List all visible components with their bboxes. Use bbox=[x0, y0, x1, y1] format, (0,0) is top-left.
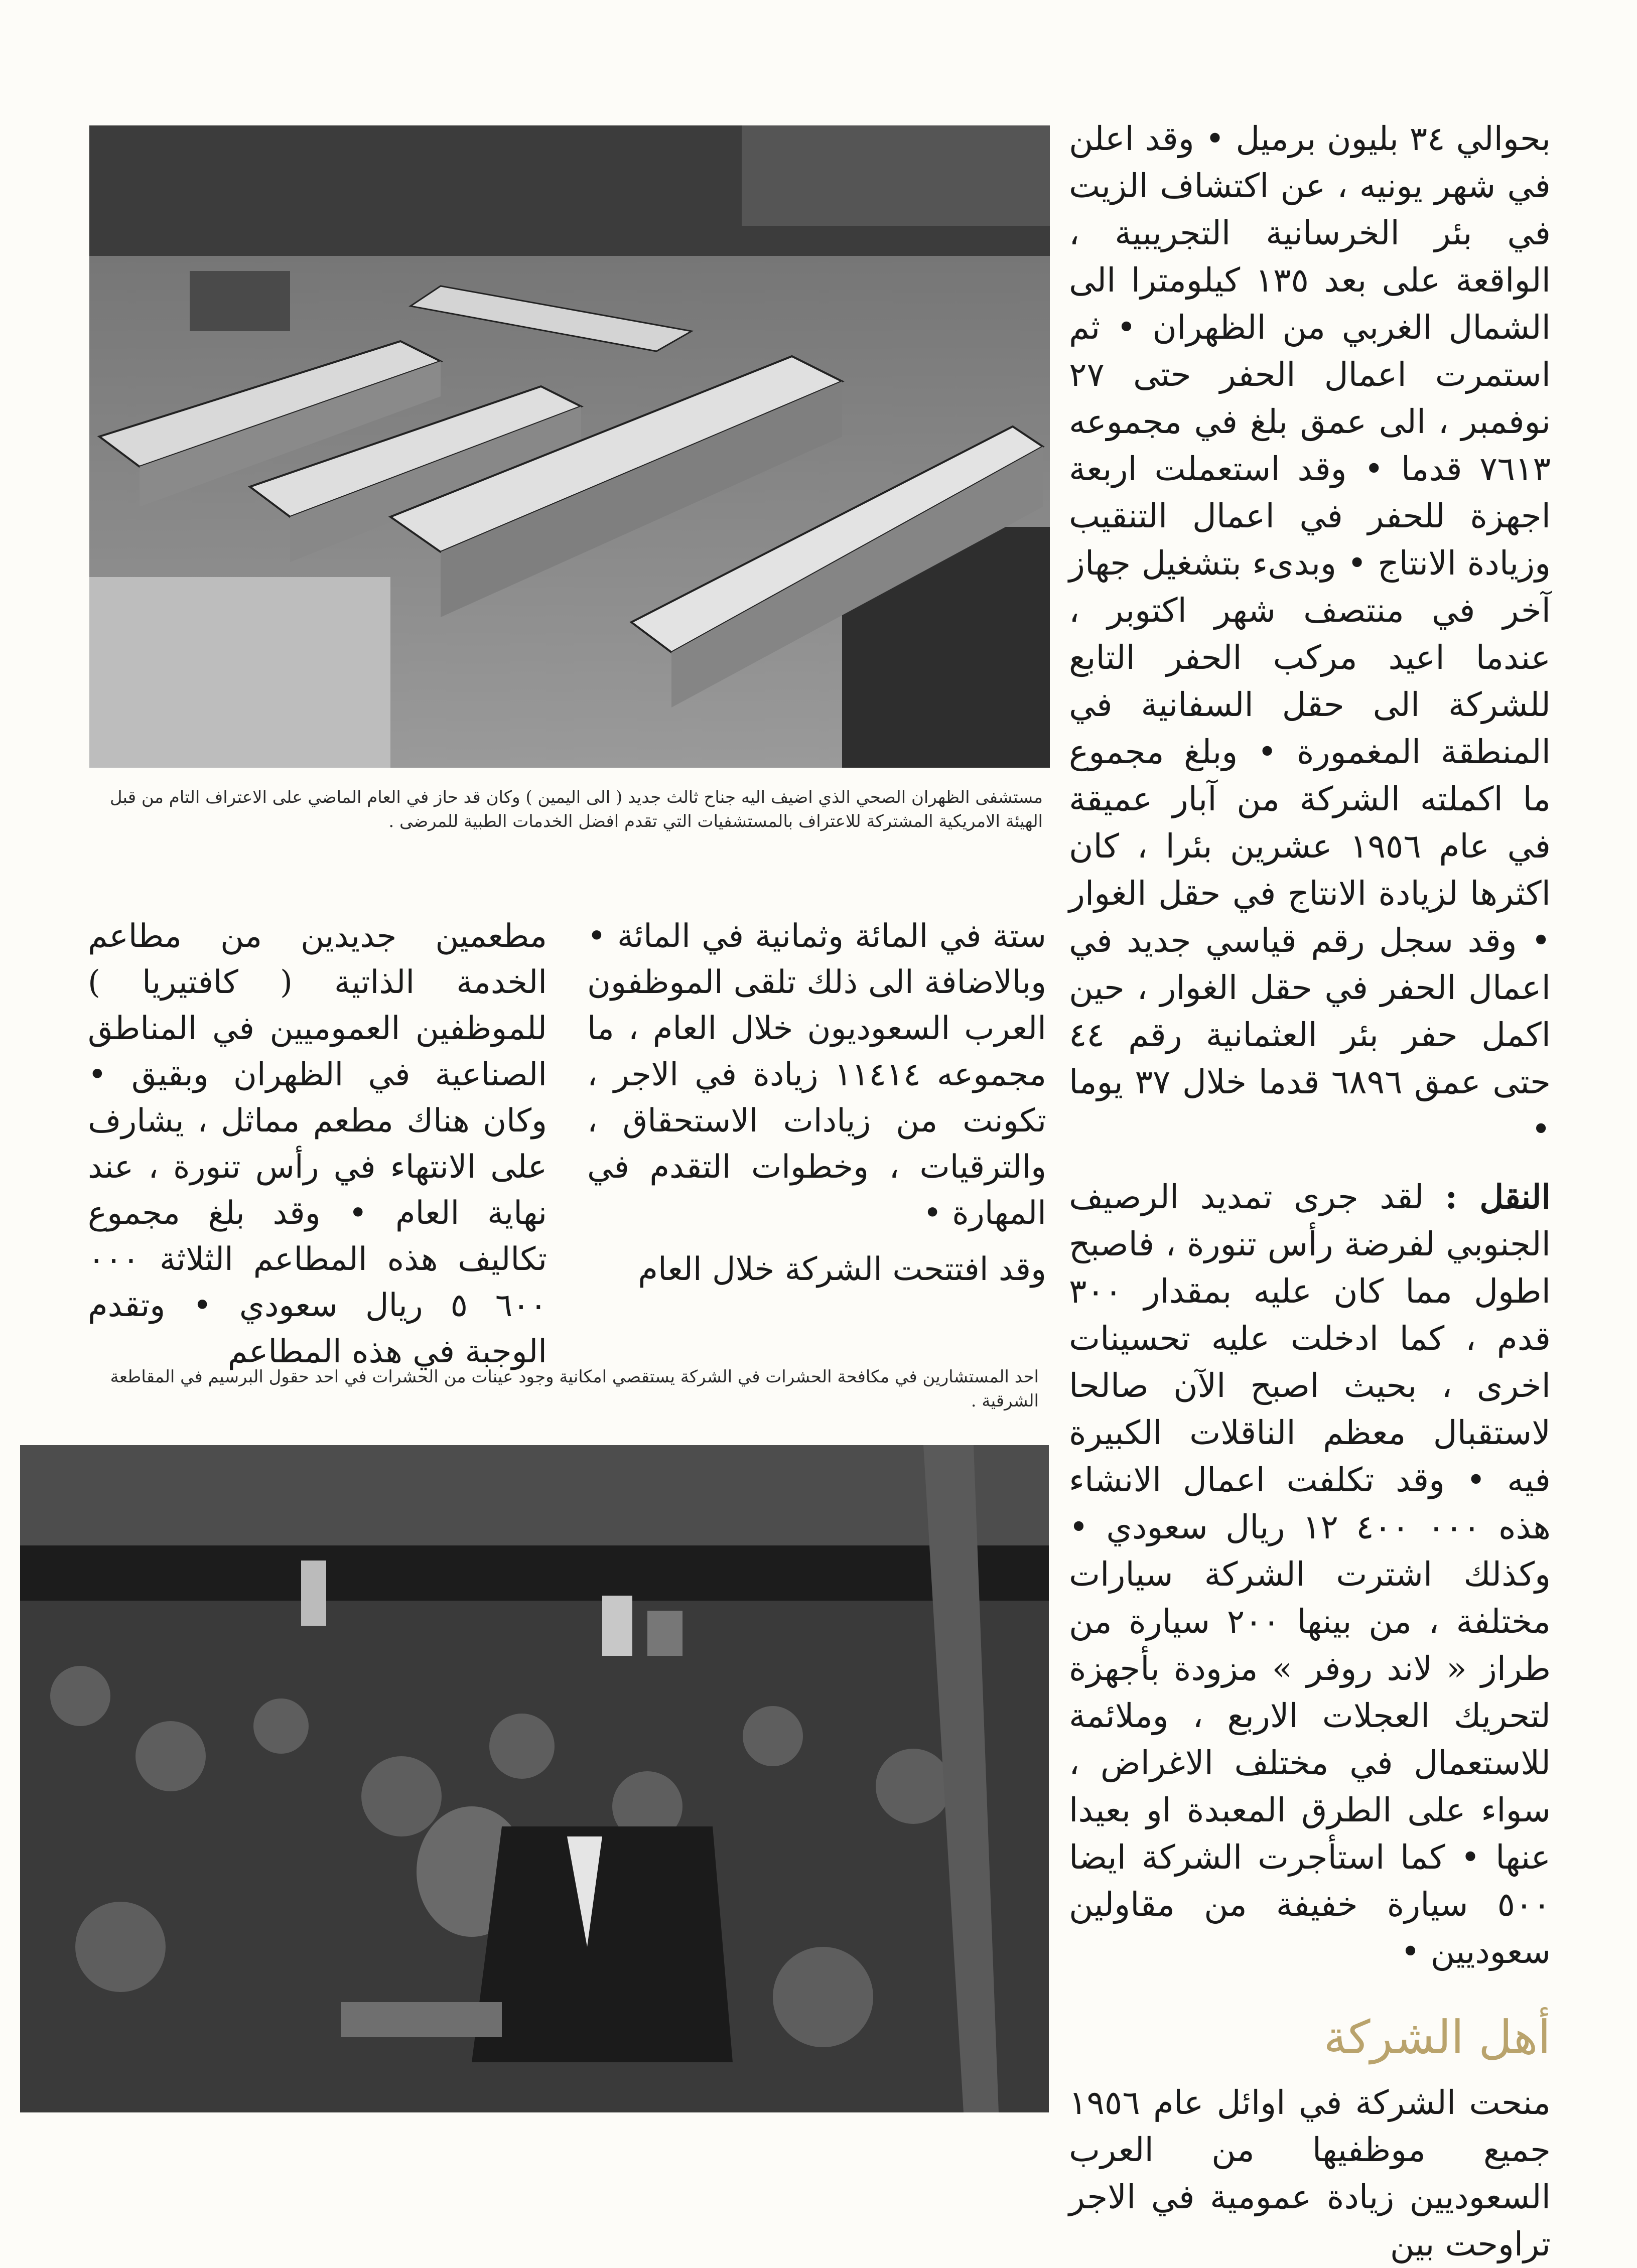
section-heading: أهل الشركة bbox=[1323, 2011, 1551, 2064]
body-column-right bbox=[1069, 115, 1551, 2268]
body-paragraph bbox=[1069, 1173, 1551, 1975]
body-paragraph: ستة في المائة وثمانية في المائة • وبالاضافة الى ذلك تلقى الموظفون العرب السعوديون خلال العام ، ما مجموعه ١١٤١٤ زيادة في الاجر ، تكونت من زيادات الاستحقاق ، والترقيات ، وخطوات التقدم في المهارة • bbox=[587, 918, 1047, 1232]
clover-field-photo bbox=[20, 1445, 1049, 2112]
paragraph-text: لقد جرى تمديد الرصيف الجنوبي لفرضة رأس تنورة ، فاصبح اطول مما كان عليه بمقدار ٣٠٠ قدم ، كما ادخلت عليه تحسينات اخرى ، بحيث اصبح الآن صالحا لاستقبال معظم الناقلات الكبيرة فيه • وقد تكلفت اعمال الانشاء هذه ٠٠٠ ٤٠٠ ١٢ ريال سعودي • وكذلك اشترت الشركة سيارات مختلفة ، من بينها ٢٠٠ سيارة من طراز « لاند روفر » مزودة بأجهزة لتحريك العجلات الاربع ، وملائمة للاستعمال في مختلف الاغراض ، سواء على الطرق المعبدة او بعيدا عنها • كما استأجرت الشركة ايضا ٥٠٠ سيارة خفيفة من مقاولين سعوديين • bbox=[1069, 1178, 1551, 1971]
body-paragraph: وقد افتتحت الشركة خلال العام bbox=[638, 1251, 1046, 1288]
body-paragraph: منحت الشركة في اوائل عام ١٩٥٦ جميع موظفيها من العرب السعوديين زيادة عمومية في الاجر تراوحت بين bbox=[1069, 2083, 1551, 2263]
body-column-middle-right bbox=[587, 913, 1046, 1293]
hospital-aerial-photo bbox=[89, 125, 1050, 768]
photo-caption-bottom: احد المستشارين في مكافحة الحشرات في الشركة يستقصي امكانية وجود عينات من الحشرات في احد حقول البرسيم في المقاطعة الشرقية . bbox=[110, 1367, 1039, 1411]
body-paragraph: بحوالي ٣٤ بليون برميل • وقد اعلن في شهر يونيه ، عن اكتشاف الزيت في بئر الخرسانية التجريبية ، الواقعة على بعد ١٣٥ كيلومترا الى الشمال الغربي من الظهران • ثم استمرت اعمال الحفر حتى ٢٧ نوفمبر ، الى عمق بلغ في مجموعه ٧٦١٣ قدما • وقد استعملت اربعة اجهزة للحفر في اعمال التنقيب وزيادة الانتاج • وبدىء بتشغيل جهاز آخر في منتصف شهر اكتوبر ، عندما اعيد مركب الحفر التابع للشركة الى حقل السفانية في المنطقة المغمورة • وبلغ مجموع ما اكملته الشركة من آبار عميقة في عام ١٩٥٦ عشرين بئرا ، كان اكثرها لزيادة الانتاج في حقل الغوار • وقد سجل رقم قياسي جديد في اعمال الحفر في حقل الغوار ، حين اكمل حفر بئر العثمانية رقم ٤٤ حتى عمق ٦٨٩٦ قدما خلال ٣٧ يوما • bbox=[1069, 119, 1551, 1149]
photo-caption-top: مستشفى الظهران الصحي الذي اضيف اليه جناح ثالث جديد ( الى اليمين ) وكان قد حاز في العام الماضي على الاعتراف التام من قبل الهيئة الامريكية المشتركة للاعتراف بالمستشفيات التي تقدم افضل الخدمات الطبية للمرضى . bbox=[109, 787, 1043, 831]
paragraph-lead: النقل : bbox=[1445, 1177, 1551, 1216]
body-paragraph: مطعمين جديدين من مطاعم الخدمة الذاتية ( كافتيريا ) للموظفين العموميين في المناطق الصناعية في الظهران وبقيق • وكان هناك مطعم مماثل ، يشارف على الانتهاء في رأس تنورة ، عند نهاية العام • وقد بلغ مجموع تكاليف هذه المطاعم الثلاثة ٠٠٠ ٦٠٠ ٥ ريال سعودي • وتقدم الوجبة في هذه المطاعم bbox=[88, 918, 548, 1370]
body-column-middle-left bbox=[88, 913, 547, 1375]
